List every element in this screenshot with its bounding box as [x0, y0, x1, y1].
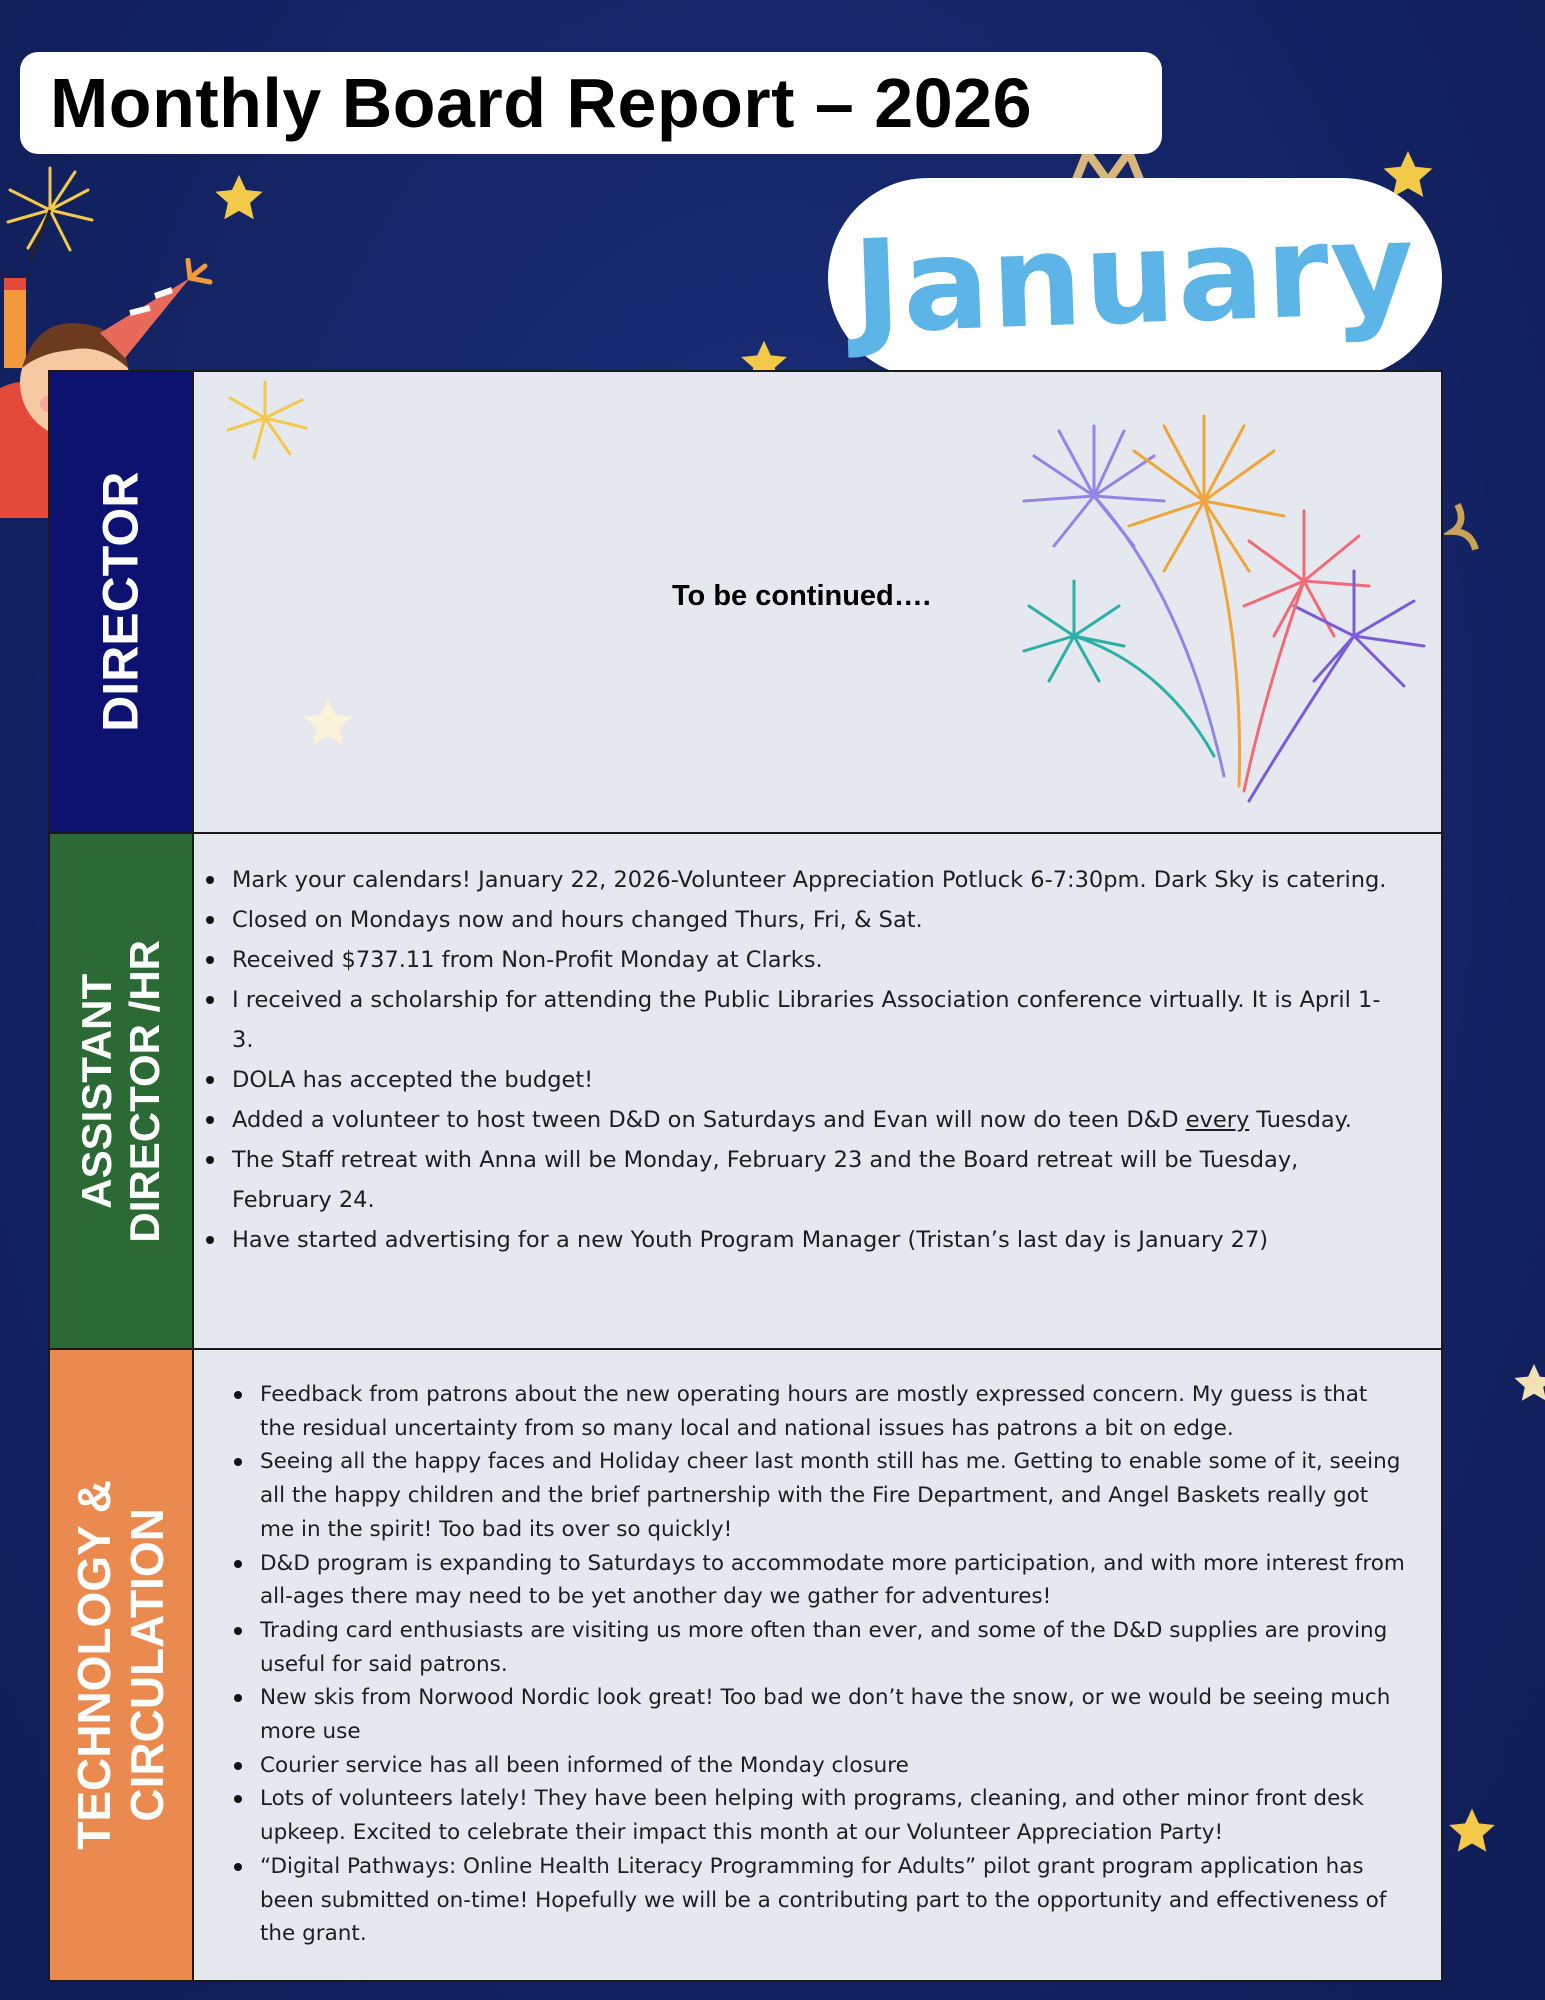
list-item	[232, 1100, 1401, 1140]
technology-circulation-section	[50, 1348, 1441, 1980]
assistant-label	[73, 940, 170, 1243]
month-badge	[828, 178, 1442, 378]
list-item: Closed on Mondays now and hours changed Thurs, Fri, & Sat.	[232, 900, 1401, 940]
tech-label-cell	[50, 1350, 194, 1980]
star-icon	[210, 170, 268, 228]
star-icon	[1444, 1804, 1500, 1860]
report-table	[48, 370, 1443, 1982]
list-item: Trading card enthusiasts are visiting us more often than ever, and some of the D&D supplies are proving useful for said patrons.	[260, 1614, 1407, 1681]
director-body	[194, 372, 1441, 832]
tech-label-line2: CIRCULATION	[121, 1508, 174, 1822]
sparkler-icon	[0, 160, 100, 260]
list-item: Feedback from patrons about the new operating hours are mostly expressed concern. My guess is that the residual uncertainty from so many local and national issues has patrons a bit on edge.	[260, 1378, 1407, 1445]
list-item-text: Added a volunteer to host tween D&D on Saturdays and Evan will now do teen D&D	[232, 1107, 1186, 1133]
list-item: Seeing all the happy faces and Holiday cheer last month still has me. Getting to enable some of it, seeing all the happy children and the brief partnership with the Fire Department, and Angel Baskets really got me in the spirit! Too bad its over so quickly!	[260, 1445, 1407, 1546]
assistant-director-section	[50, 832, 1441, 1348]
director-continued-text: To be continued….	[672, 580, 931, 612]
list-item-emphasis: every	[1185, 1107, 1250, 1133]
list-item: Courier service has all been informed of the Monday closure	[260, 1749, 1407, 1783]
list-item: I received a scholarship for attending the Public Libraries Association conference virtually. It is April 1-3.	[232, 980, 1401, 1060]
assistant-label-line2: DIRECTOR /HR	[121, 939, 169, 1243]
tech-label-line1: TECHNOLOGY &	[68, 1480, 121, 1850]
list-item: Mark your calendars! January 22, 2026-Volunteer Appreciation Potluck 6-7:30pm. Dark Sky is catering.	[232, 860, 1401, 900]
tech-body	[194, 1350, 1441, 1980]
list-item: The Staff retreat with Anna will be Monday, February 23 and the Board retreat will be Tuesday, February 24.	[232, 1140, 1401, 1220]
list-item: “Digital Pathways: Online Health Literacy Programming for Adults” pilot grant program application has been submitted on-time! Hopefully we will be a contributing part to the opportunity and effectiveness of the grant.	[260, 1850, 1407, 1951]
tech-label	[68, 1480, 174, 1850]
director-section	[50, 372, 1441, 832]
list-item-text: Tuesday.	[1249, 1107, 1352, 1133]
assistant-body	[194, 834, 1441, 1348]
list-item: DOLA has accepted the budget!	[232, 1060, 1401, 1100]
assistant-label-line1: ASSISTANT	[72, 973, 120, 1209]
director-label-cell	[50, 372, 194, 832]
sparkler-icon	[210, 378, 310, 468]
assistant-bullet-list	[232, 860, 1401, 1260]
list-item: D&D program is expanding to Saturdays to accommodate more participation, and with more interest from all-ages there may need to be yet another day we gather for adventures!	[260, 1547, 1407, 1614]
list-item: Received $737.11 from Non-Profit Monday at Clarks.	[232, 940, 1401, 980]
list-item: Lots of volunteers lately! They have been helping with programs, cleaning, and other minor front desk upkeep. Excited to celebrate their impact this month at our Volunteer Appreciation Party!	[260, 1782, 1407, 1849]
assistant-label-cell	[50, 834, 194, 1348]
tech-bullet-list	[260, 1378, 1407, 1951]
fireworks-icon	[1014, 406, 1434, 806]
star-icon	[298, 694, 358, 754]
page-title: Monthly Board Report – 2026	[50, 64, 1033, 142]
month-title: January	[850, 193, 1420, 363]
director-label: DIRECTOR	[92, 471, 149, 733]
list-item: Have started advertising for a new Youth Program Manager (Tristan’s last day is January 27)	[232, 1220, 1401, 1260]
report-title-box	[20, 52, 1162, 154]
star-icon	[1444, 500, 1498, 554]
star-icon	[1510, 1360, 1545, 1408]
list-item: New skis from Norwood Nordic look great! Too bad we don’t have the snow, or we would be seeing much more use	[260, 1681, 1407, 1748]
